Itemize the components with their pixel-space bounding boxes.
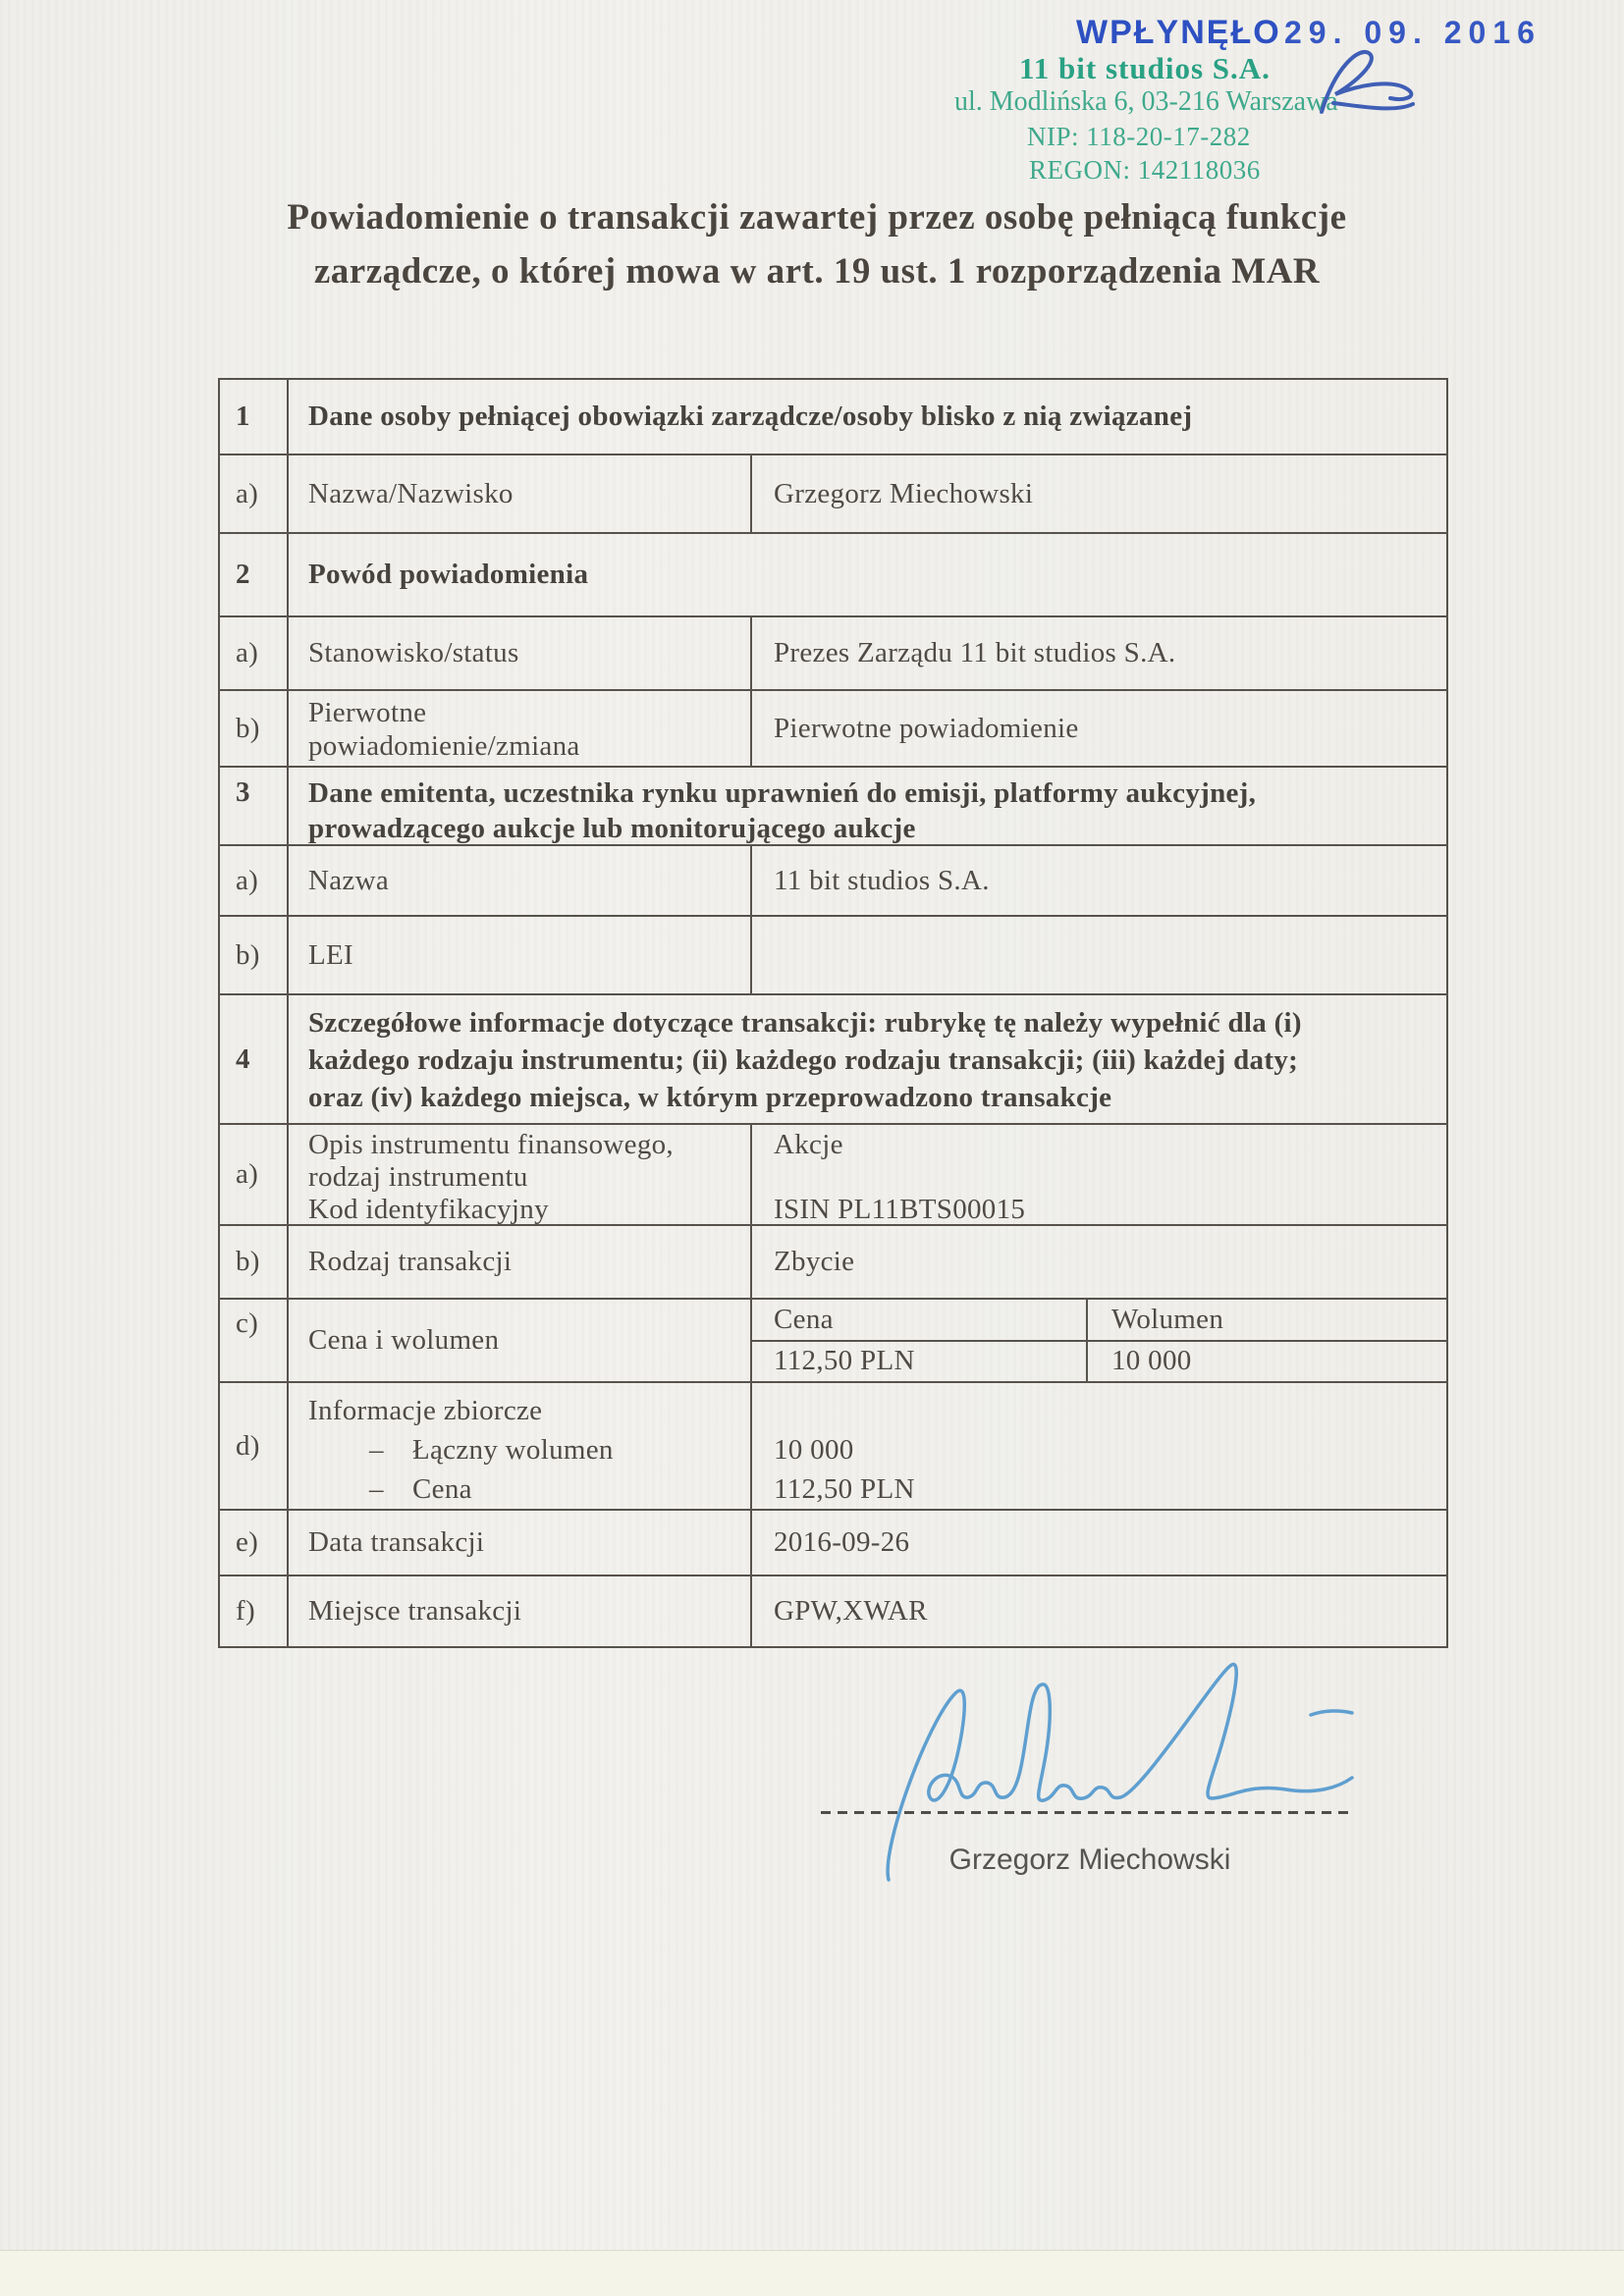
row-value: Prezes Zarządu 11 bit studios S.A. xyxy=(774,637,1176,668)
subtable-header-volume: Wolumen xyxy=(1086,1300,1446,1340)
row-number: e) xyxy=(220,1511,289,1575)
company-stamp-regon: REGON: 142118036 xyxy=(1029,155,1261,185)
scan-edge-strip xyxy=(0,2250,1624,2296)
row-number: c) xyxy=(220,1300,289,1381)
row-label: Nazwa/Nazwisko xyxy=(289,455,752,532)
row-label: Opis instrumentu finansowego, rodzaj instrumentu Kod identyfikacyjny xyxy=(289,1125,752,1224)
row-value: Grzegorz Miechowski xyxy=(774,477,1034,509)
section-header: Dane osoby pełniącej obowiązki zarządcze/osoby blisko z nią związanej xyxy=(308,400,1193,432)
notification-form-table xyxy=(218,378,1448,1648)
row-number: a) xyxy=(220,1125,289,1224)
table-row-name xyxy=(220,454,1446,532)
document-title-line1: Powiadomienie o transakcji zawartej przez osobę pełniącą funkcje xyxy=(287,197,1347,238)
row-value: GPW,XWAR xyxy=(774,1595,928,1627)
dash: – xyxy=(369,1434,384,1466)
subtable-value-row xyxy=(752,1342,1446,1382)
table-row-position xyxy=(220,615,1446,689)
table-row-initial-notification xyxy=(220,689,1446,766)
received-stamp-date: 29. 09. 2016 xyxy=(1284,15,1542,50)
row-number: b) xyxy=(220,1226,289,1298)
price-volume-subtable xyxy=(752,1300,1446,1381)
section-header: Powód powiadomienia xyxy=(308,559,589,590)
document-title-line2: zarządcze, o której mowa w art. 19 ust. 1 rozporządzenia MAR xyxy=(313,251,1321,292)
row-number: a) xyxy=(220,617,289,689)
row-value: Zbycie xyxy=(774,1246,855,1277)
row-number: b) xyxy=(220,917,289,993)
row-label: Rodzaj transakcji xyxy=(289,1226,752,1298)
aggregated-item-volume: – Łączny wolumen xyxy=(308,1430,738,1469)
company-stamp-name: 11 bit studios S.A. xyxy=(1019,51,1271,85)
row-value: Akcje ISIN PL11BTS00015 xyxy=(774,1129,1026,1225)
signature-name: Grzegorz Miechowski xyxy=(948,1843,1231,1876)
row-label: Nazwa xyxy=(289,846,752,915)
table-row-issuer-name xyxy=(220,844,1446,915)
table-row-section-1 xyxy=(220,380,1446,454)
subtable-value-price: 112,50 PLN xyxy=(774,1345,915,1377)
dash: – xyxy=(369,1473,384,1505)
signature-dashed-line xyxy=(821,1811,1351,1814)
table-row-transaction-type xyxy=(220,1224,1446,1298)
subtable-header-price: Cena xyxy=(774,1303,834,1335)
row-label: Stanowisko/status xyxy=(289,617,752,689)
document-title xyxy=(174,190,1460,298)
received-stamp-label: WPŁYNĘŁO xyxy=(1076,14,1281,51)
row-number: 2 xyxy=(220,534,289,615)
table-row-aggregated-info xyxy=(220,1381,1446,1509)
row-number: a) xyxy=(220,455,289,532)
row-number: 3 xyxy=(220,768,289,844)
row-value: 2016-09-26 xyxy=(774,1526,910,1558)
row-label: Cena i wolumen xyxy=(289,1300,752,1381)
subtable-header-row xyxy=(752,1300,1446,1342)
row-label: Pierwotne powiadomienie/zmiana xyxy=(289,691,752,766)
row-label: LEI xyxy=(289,917,752,993)
table-row-instrument xyxy=(220,1123,1446,1224)
handwritten-initial xyxy=(1306,41,1424,130)
row-number: a) xyxy=(220,846,289,915)
row-label: Data transakcji xyxy=(289,1511,752,1575)
row-label: Miejsce transakcji xyxy=(289,1576,752,1646)
table-row-price-volume xyxy=(220,1298,1446,1381)
row-number: 1 xyxy=(220,380,289,454)
row-value: 10 000 112,50 PLN xyxy=(774,1434,915,1505)
table-row-transaction-venue xyxy=(220,1575,1446,1646)
table-row-transaction-date xyxy=(220,1509,1446,1575)
row-value: Pierwotne powiadomienie xyxy=(774,712,1079,744)
table-row-section-3 xyxy=(220,766,1446,844)
aggregated-item-price: – Cena xyxy=(308,1469,738,1509)
table-row-section-4 xyxy=(220,993,1446,1123)
section-header: Dane emitenta, uczestnika rynku uprawnień do emisji, platformy aukcyjnej, prowadzącego aukcje lub monitorującego aukcje xyxy=(308,777,1257,844)
subtable-value-volume: 10 000 xyxy=(1086,1342,1446,1382)
row-label: Informacje zbiorcze – Łączny wolumen – Cena xyxy=(289,1383,752,1509)
table-row-lei xyxy=(220,915,1446,993)
row-value-empty xyxy=(752,917,1446,993)
company-stamp-nip: NIP: 118-20-17-282 xyxy=(1027,122,1251,151)
row-number: d) xyxy=(220,1383,289,1509)
company-stamp-address: ul. Modlińska 6, 03-216 Warszawa xyxy=(954,86,1338,117)
section-header: Szczegółowe informacje dotyczące transakcji: rubrykę tę należy wypełnić dla (i) każdego rodzaju instrumentu; (ii) każdego rodzaju transakcji; (iii) każdej daty; oraz (iv) każdego miejsca, w którym przeprowadzono transakcje xyxy=(308,1007,1302,1113)
row-number: 4 xyxy=(220,995,289,1123)
row-value: 11 bit studios S.A. xyxy=(774,864,990,896)
row-number: f) xyxy=(220,1576,289,1646)
table-row-section-2 xyxy=(220,532,1446,615)
row-number: b) xyxy=(220,691,289,766)
